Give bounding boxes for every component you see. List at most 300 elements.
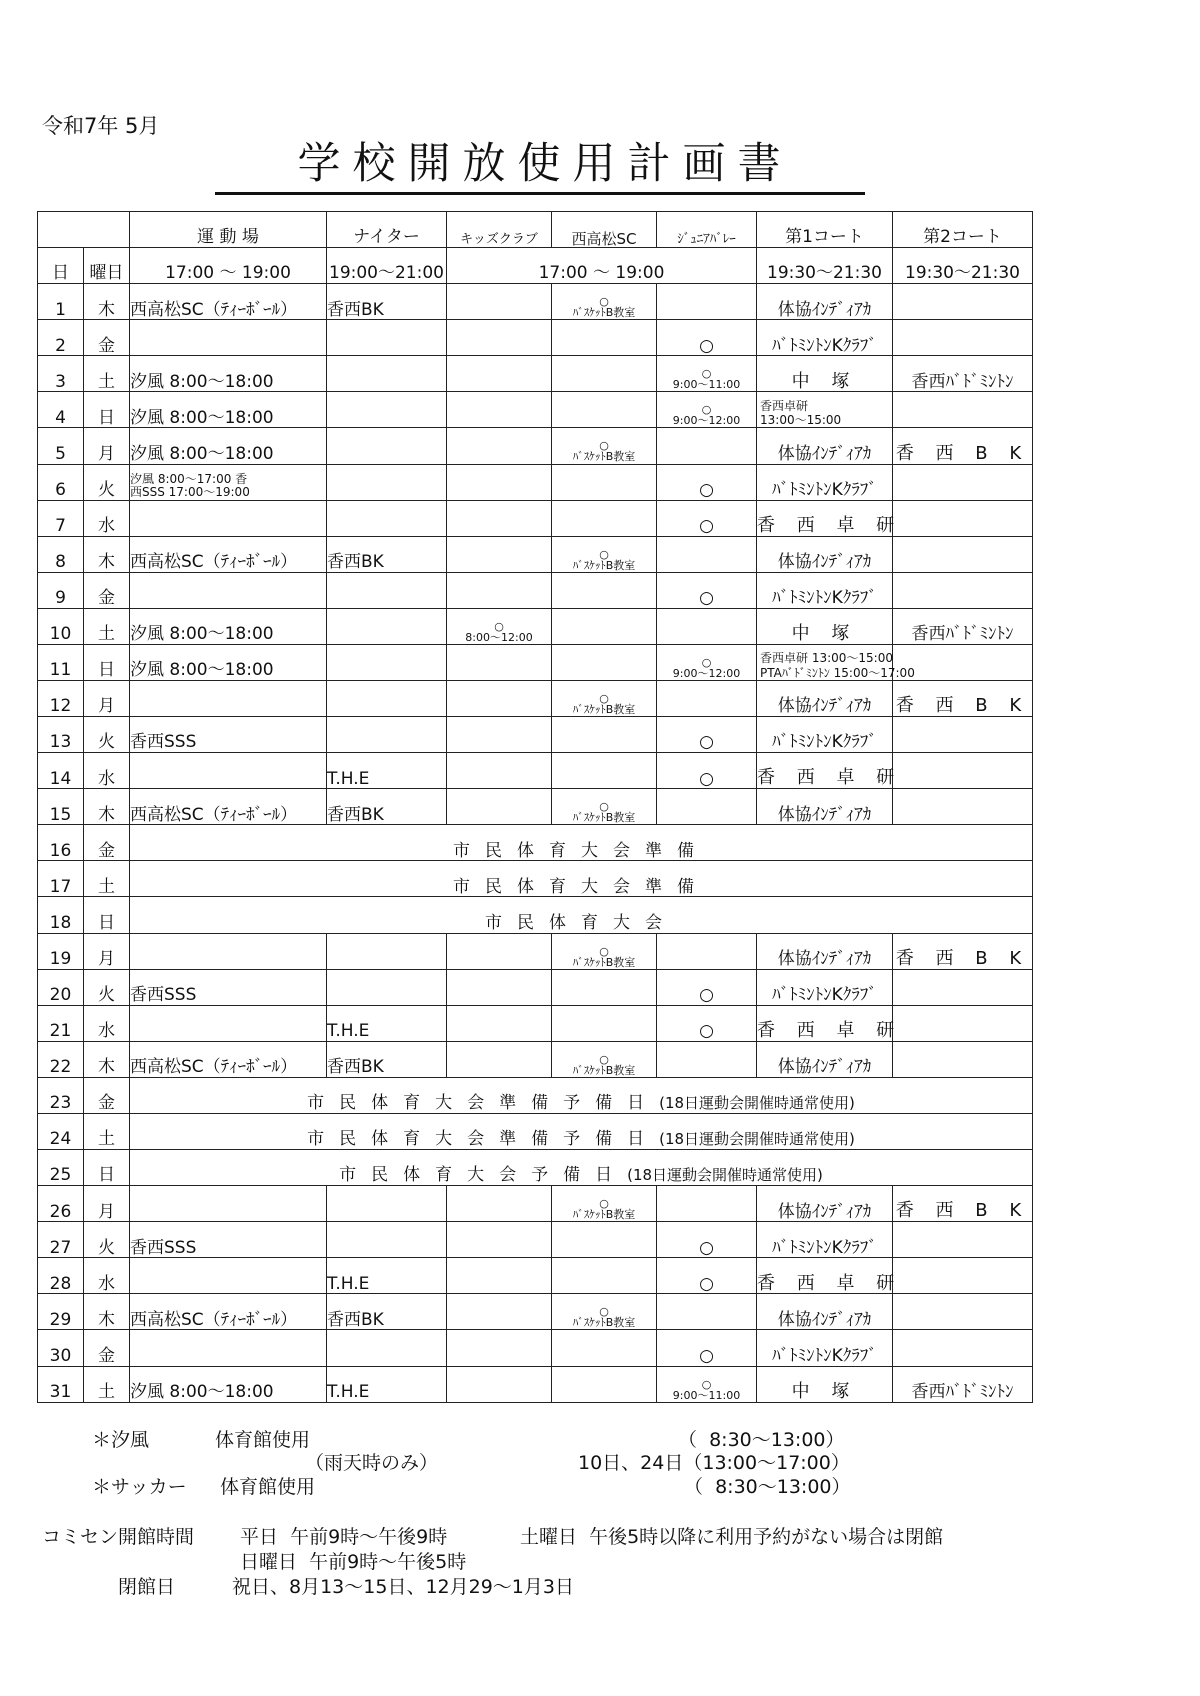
event-title: 市民体育大会準備 <box>453 876 709 897</box>
court2-cell <box>893 1330 1033 1366</box>
day-cell: 8 <box>38 536 84 572</box>
junior-cell: ○ <box>657 572 757 608</box>
table-row <box>38 536 1033 572</box>
table-row <box>38 428 1033 464</box>
note-shiokaze-label: ＊汐風 <box>92 1429 150 1451</box>
court1-cell <box>757 1041 893 1077</box>
court2-cell <box>893 500 1033 536</box>
night-cell <box>327 1330 447 1366</box>
sc-cell <box>552 753 657 789</box>
ground-cell <box>130 284 327 320</box>
court1-text: 体協ｲﾝﾃﾞｨｱｶ <box>777 552 872 573</box>
sc-text: ﾊﾞｽｹｯﾄB教室 <box>572 811 636 825</box>
court1-text: ﾊﾞﾄﾐﾝﾄﾝKｸﾗﾌﾞ <box>772 479 877 500</box>
junior-cell: ○ <box>657 969 757 1005</box>
court1-text: 中 塚 <box>791 1381 858 1403</box>
sc-cell <box>552 1330 657 1366</box>
sc-cell <box>552 1294 657 1330</box>
weekday-cell: 日 <box>84 1150 130 1186</box>
kids-cell <box>447 464 552 500</box>
night-cell <box>327 356 447 392</box>
junior-cell: ○ <box>657 753 757 789</box>
table-row <box>38 644 1033 680</box>
ground-text: 西高松SC（ﾃｨｰﾎﾞｰﾙ） <box>130 1057 298 1078</box>
ground-cell <box>130 969 327 1005</box>
kids-cell <box>447 536 552 572</box>
junior-cell: ○ <box>657 320 757 356</box>
table-row <box>38 1150 1033 1186</box>
day-cell: 11 <box>38 644 84 680</box>
table-row <box>38 1330 1033 1366</box>
court1-cell <box>757 356 893 392</box>
event-title: 市民体育大会予備日 <box>339 1165 628 1186</box>
court1-text: ﾊﾞﾄﾐﾝﾄﾝKｸﾗﾌﾞ <box>772 732 877 753</box>
court2-cell <box>893 536 1033 572</box>
junior-cell <box>657 681 757 717</box>
day-cell: 10 <box>38 608 84 644</box>
kids-cell <box>447 1222 552 1258</box>
table-row <box>38 1258 1033 1294</box>
day-cell: 13 <box>38 717 84 753</box>
junior-cell <box>657 789 757 825</box>
kids-cell <box>447 969 552 1005</box>
day-cell: 1 <box>38 284 84 320</box>
court1-cell <box>757 789 893 825</box>
court2-cell <box>893 753 1033 789</box>
note-soccer-time: （ 8:30～13:00） <box>684 1476 851 1498</box>
ground-cell <box>130 464 327 500</box>
night-cell: 香西BK <box>327 1294 447 1330</box>
kids-cell <box>447 753 552 789</box>
court1-text: ﾊﾞﾄﾐﾝﾄﾝKｸﾗﾌﾞ <box>772 1237 877 1258</box>
sub-night-time: 19:00～21:00 <box>327 248 447 284</box>
closed-label: 閉館日 <box>118 1576 176 1598</box>
circle-mark: ○ <box>599 547 609 561</box>
night-cell: T.H.E <box>327 753 447 789</box>
court1-cell <box>757 284 893 320</box>
court2-cell <box>893 969 1033 1005</box>
ground-text: 香西SSS <box>130 732 197 753</box>
kids-cell <box>447 789 552 825</box>
event-title: 市民体育大会 <box>485 912 677 933</box>
table-row <box>38 969 1033 1005</box>
note-rain-time: 10日、24日（13:00～17:00） <box>578 1452 850 1474</box>
weekday-cell: 土 <box>84 356 130 392</box>
sc-text: ﾊﾞｽｹｯﾄB教室 <box>572 450 636 464</box>
ground-text: 西高松SC（ﾃｨｰﾎﾞｰﾙ） <box>130 299 298 320</box>
ground-text: 西高松SC（ﾃｨｰﾎﾞｰﾙ） <box>130 552 298 573</box>
sub-mid-time: 17:00 ～ 19:00 <box>447 248 757 284</box>
weekday-cell: 木 <box>84 284 130 320</box>
junior-cell: ○ <box>657 717 757 753</box>
junior-cell: ○ <box>657 1330 757 1366</box>
weekday-cell: 月 <box>84 933 130 969</box>
table-row <box>38 825 1033 861</box>
event-title: 市民体育大会準備 <box>453 840 709 861</box>
day-cell: 28 <box>38 1258 84 1294</box>
night-cell <box>327 933 447 969</box>
weekday-cell: 水 <box>84 500 130 536</box>
day-cell: 25 <box>38 1150 84 1186</box>
sc-cell <box>552 1005 657 1041</box>
sc-cell <box>552 1366 657 1403</box>
court1-cell <box>757 1258 903 1294</box>
col-sc: 西高松SC <box>552 212 657 248</box>
junior-cell <box>657 392 757 428</box>
night-cell: 香西BK <box>327 284 447 320</box>
ground-cell <box>130 1258 327 1294</box>
weekday-cell: 月 <box>84 1186 130 1222</box>
col-night: ナイター <box>327 212 447 248</box>
circle-mark: ○ <box>599 1305 609 1319</box>
kids-cell <box>447 1041 552 1077</box>
court1-text: 体協ｲﾝﾃﾞｨｱｶ <box>777 1057 872 1078</box>
weekday-cell: 土 <box>84 1113 130 1149</box>
day-cell: 19 <box>38 933 84 969</box>
kids-cell <box>447 717 552 753</box>
junior-cell <box>657 1294 757 1330</box>
court2-cell <box>893 464 1033 500</box>
ground-cell <box>130 681 327 717</box>
table-row <box>38 897 1033 933</box>
junior-cell: ○ <box>657 464 757 500</box>
night-cell <box>327 1222 447 1258</box>
junior-cell: ○ <box>657 1005 757 1041</box>
court1-cell <box>757 753 903 789</box>
ground-text: 汐風 8:00～18:00 <box>130 371 274 392</box>
table-row <box>38 1186 1033 1222</box>
note-rain-text: （雨天時のみ） <box>305 1452 439 1474</box>
ground-cell <box>130 1222 327 1258</box>
court1-text: 体協ｲﾝﾃﾞｨｱｶ <box>777 1201 872 1222</box>
court2-cell: 香西ﾊﾞﾄﾞﾐﾝﾄﾝ <box>893 608 1033 644</box>
table-row <box>38 789 1033 825</box>
day-cell: 7 <box>38 500 84 536</box>
weekday-cell: 木 <box>84 536 130 572</box>
event-cell <box>130 1150 1033 1186</box>
circle-mark: ○ <box>599 800 609 814</box>
ground-text-2: 西SSS 17:00～19:00 <box>130 485 250 500</box>
col-court2: 第2コート <box>893 212 1033 248</box>
night-cell <box>327 644 447 680</box>
night-cell <box>327 464 447 500</box>
ground-text: 汐風 8:00～17:00 香 <box>130 472 248 487</box>
ground-cell <box>130 1366 327 1403</box>
sc-cell <box>552 428 657 464</box>
table-row <box>38 1222 1033 1258</box>
weekday-cell: 金 <box>84 1330 130 1366</box>
day-cell: 26 <box>38 1186 84 1222</box>
event-cell <box>130 1077 1033 1113</box>
weekday-cell: 日 <box>84 392 130 428</box>
weekday-cell: 日 <box>84 644 130 680</box>
day-cell: 16 <box>38 825 84 861</box>
sc-cell <box>552 392 657 428</box>
weekday-cell: 水 <box>84 1005 130 1041</box>
sc-text: ﾊﾞｽｹｯﾄB教室 <box>572 1063 636 1077</box>
court1-text: 香 西 卓 研 <box>757 1020 903 1041</box>
table-row <box>38 320 1033 356</box>
page-title: 学校開放使用計画書 <box>215 136 865 195</box>
day-cell: 31 <box>38 1366 84 1403</box>
table-row <box>38 356 1033 392</box>
court1-cell <box>757 1222 893 1258</box>
sc-cell <box>552 969 657 1005</box>
hours-label: コミセン開館時間 <box>42 1526 195 1548</box>
sc-text: ﾊﾞｽｹｯﾄB教室 <box>572 1208 636 1222</box>
court1-cell <box>757 428 893 464</box>
sc-cell <box>552 1186 657 1222</box>
table-row <box>38 681 1033 717</box>
ground-cell <box>130 1294 327 1330</box>
ground-cell <box>130 753 327 789</box>
court2-cell <box>893 1294 1033 1330</box>
ground-cell <box>130 392 327 428</box>
court1-text: 体協ｲﾝﾃﾞｨｱｶ <box>777 299 872 320</box>
ground-cell <box>130 717 327 753</box>
ground-text: 西高松SC（ﾃｨｰﾎﾞｰﾙ） <box>130 1309 298 1330</box>
event-cell <box>130 825 1033 861</box>
event-note: (18日運動会開催時通常使用) <box>627 1166 823 1185</box>
ground-text: 西高松SC（ﾃｨｰﾎﾞｰﾙ） <box>130 804 298 825</box>
night-cell <box>327 1186 447 1222</box>
sub-ground-time: 17:00 ～ 19:00 <box>130 248 327 284</box>
court1-text: 香 西 卓 研 <box>757 767 903 789</box>
schedule-table <box>37 211 1033 1403</box>
night-cell <box>327 428 447 464</box>
ground-cell <box>130 1186 327 1222</box>
court1-cell <box>757 1294 893 1330</box>
night-cell: 香西BK <box>327 1041 447 1077</box>
circle-mark: ○ <box>599 692 609 705</box>
day-cell: 27 <box>38 1222 84 1258</box>
court2-cell <box>893 284 1033 320</box>
junior-cell: ○ <box>657 500 757 536</box>
kids-cell <box>447 644 552 680</box>
junior-cell <box>657 933 757 969</box>
weekday-cell: 火 <box>84 1222 130 1258</box>
kids-cell <box>447 608 552 644</box>
night-cell <box>327 572 447 608</box>
junior-cell <box>657 644 757 680</box>
closed-text: 祝日、8月13～15日、12月29～1月3日 <box>232 1576 574 1598</box>
sc-cell <box>552 681 657 717</box>
weekday-cell: 水 <box>84 1258 130 1294</box>
subheader-row <box>38 248 1033 284</box>
junior-cell <box>657 284 757 320</box>
court1-cell <box>757 500 903 536</box>
weekday-cell: 木 <box>84 789 130 825</box>
circle-mark: ○ <box>701 1377 712 1391</box>
ground-cell <box>130 1041 327 1077</box>
day-cell: 21 <box>38 1005 84 1041</box>
weekday-cell: 土 <box>84 608 130 644</box>
hours-weekday: 平日 午前9時～午後9時 <box>240 1526 448 1548</box>
sc-cell <box>552 320 657 356</box>
court1-cell <box>757 1330 893 1366</box>
ground-cell <box>130 572 327 608</box>
junior-cell <box>657 536 757 572</box>
col-court1: 第1コート <box>757 212 893 248</box>
event-title: 市民体育大会準備予備日 <box>307 1129 660 1150</box>
court1-cell <box>757 717 893 753</box>
court2-cell: 香 西 B K <box>893 428 1033 464</box>
ground-text: 汐風 8:00～18:00 <box>130 443 274 464</box>
table-row <box>38 753 1033 789</box>
court2-cell <box>893 789 1033 825</box>
sc-cell <box>552 1258 657 1294</box>
kids-cell <box>447 681 552 717</box>
sc-text: ﾊﾞｽｹｯﾄB教室 <box>572 703 636 716</box>
ground-cell <box>130 789 327 825</box>
ground-cell <box>130 933 327 969</box>
court2-cell <box>893 1005 1033 1041</box>
day-cell: 23 <box>38 1077 84 1113</box>
sc-text: ﾊﾞｽｹｯﾄB教室 <box>572 558 636 572</box>
weekday-cell: 月 <box>84 428 130 464</box>
circle-mark: ○ <box>701 403 712 417</box>
note-shiokaze-text: 体育館使用 <box>215 1429 311 1451</box>
day-cell: 5 <box>38 428 84 464</box>
court1-text: ﾊﾞﾄﾐﾝﾄﾝKｸﾗﾌﾞ <box>772 985 877 1006</box>
court2-cell: 香 西 B K <box>893 1186 1033 1222</box>
court1-text: ﾊﾞﾄﾐﾝﾄﾝKｸﾗﾌﾞ <box>772 588 877 609</box>
sub-dow: 曜日 <box>84 248 130 284</box>
sc-cell <box>552 284 657 320</box>
night-cell <box>327 717 447 753</box>
court2-cell <box>893 392 1033 428</box>
kids-time: 8:00～12:00 <box>465 630 533 644</box>
sc-cell <box>552 644 657 680</box>
sc-text: ﾊﾞｽｹｯﾄB教室 <box>572 306 636 320</box>
sc-cell <box>552 356 657 392</box>
sub-day: 日 <box>38 248 84 284</box>
ground-cell <box>130 644 327 680</box>
court1-text-2: 13:00～15:00 <box>760 413 842 428</box>
sc-cell <box>552 1041 657 1077</box>
circle-mark: ○ <box>599 1197 609 1211</box>
table-row <box>38 392 1033 428</box>
circle-mark: ○ <box>701 367 712 381</box>
night-cell: 香西BK <box>327 789 447 825</box>
ground-cell <box>130 608 327 644</box>
night-cell <box>327 320 447 356</box>
weekday-cell: 木 <box>84 1041 130 1077</box>
junior-time: 9:00～12:00 <box>672 414 741 428</box>
day-cell: 22 <box>38 1041 84 1077</box>
court2-cell <box>893 1041 1033 1077</box>
court1-text: 中 塚 <box>791 370 858 392</box>
kids-cell <box>447 356 552 392</box>
court1-text: ﾊﾞﾄﾐﾝﾄﾝKｸﾗﾌﾞ <box>772 335 877 356</box>
court1-cell <box>757 464 893 500</box>
junior-cell <box>657 356 757 392</box>
kids-cell <box>447 284 552 320</box>
junior-time: 9:00～11:00 <box>672 378 741 392</box>
junior-cell: ○ <box>657 1258 757 1294</box>
ground-cell <box>130 500 327 536</box>
kids-cell <box>447 1294 552 1330</box>
circle-mark: ○ <box>599 944 609 958</box>
ground-text: 汐風 8:00～18:00 <box>130 1382 274 1403</box>
court2-cell: 香 西 B K <box>893 933 1033 969</box>
court1-text: 香 西 卓 研 <box>757 514 903 536</box>
ground-cell <box>130 320 327 356</box>
day-cell: 4 <box>38 392 84 428</box>
circle-mark: ○ <box>599 295 609 309</box>
event-cell <box>130 861 1033 897</box>
hours-sunday: 日曜日 午前9時～午後5時 <box>240 1551 467 1573</box>
night-cell: T.H.E <box>327 1258 447 1294</box>
day-cell: 9 <box>38 572 84 608</box>
event-cell <box>130 897 1033 933</box>
court1-text: 体協ｲﾝﾃﾞｨｱｶ <box>777 696 872 717</box>
junior-cell <box>657 1041 757 1077</box>
sc-cell <box>552 933 657 969</box>
night-cell <box>327 608 447 644</box>
court1-cell <box>757 320 893 356</box>
weekday-cell: 金 <box>84 825 130 861</box>
kids-cell <box>447 428 552 464</box>
day-cell: 3 <box>38 356 84 392</box>
court1-text: 香 西 卓 研 <box>757 1272 903 1294</box>
ground-cell <box>130 428 327 464</box>
court1-cell <box>757 681 893 717</box>
event-cell <box>130 1113 1033 1149</box>
court2-cell <box>893 572 1033 608</box>
weekday-cell: 土 <box>84 861 130 897</box>
weekday-cell: 土 <box>84 1366 130 1403</box>
weekday-cell: 日 <box>84 897 130 933</box>
night-cell: 香西BK <box>327 536 447 572</box>
day-cell: 18 <box>38 897 84 933</box>
court1-cell <box>757 933 893 969</box>
night-cell <box>327 681 447 717</box>
court1-cell <box>757 536 893 572</box>
sc-cell <box>552 789 657 825</box>
era-date: 令和7年 5月 <box>42 114 160 138</box>
col-junior: ｼﾞｭﾆｱﾊﾞﾚｰ <box>657 212 757 248</box>
day-cell: 29 <box>38 1294 84 1330</box>
court2-cell: 香西ﾊﾞﾄﾞﾐﾝﾄﾝ <box>893 356 1033 392</box>
table-row <box>38 608 1033 644</box>
weekday-cell: 木 <box>84 1294 130 1330</box>
kids-cell <box>447 1186 552 1222</box>
kids-cell <box>447 1366 552 1403</box>
junior-cell <box>657 428 757 464</box>
header-blank <box>38 212 130 248</box>
kids-cell <box>447 500 552 536</box>
kids-cell <box>447 572 552 608</box>
court2-cell <box>893 1258 1033 1294</box>
court2-cell <box>893 717 1033 753</box>
junior-cell <box>657 1366 757 1403</box>
court1-text: 体協ｲﾝﾃﾞｨｱｶ <box>777 804 872 825</box>
table-row <box>38 717 1033 753</box>
weekday-cell: 金 <box>84 1077 130 1113</box>
sc-cell <box>552 464 657 500</box>
table-row <box>38 1366 1033 1403</box>
court1-cell <box>757 1005 903 1041</box>
circle-mark: ○ <box>494 619 504 633</box>
kids-cell <box>447 320 552 356</box>
table-row <box>38 464 1033 500</box>
weekday-cell: 金 <box>84 572 130 608</box>
event-title: 市民体育大会準備予備日 <box>307 1093 660 1114</box>
court2-cell: 香西ﾊﾞﾄﾞﾐﾝﾄﾝ <box>893 1366 1033 1403</box>
header-row <box>38 212 1033 248</box>
day-cell: 20 <box>38 969 84 1005</box>
